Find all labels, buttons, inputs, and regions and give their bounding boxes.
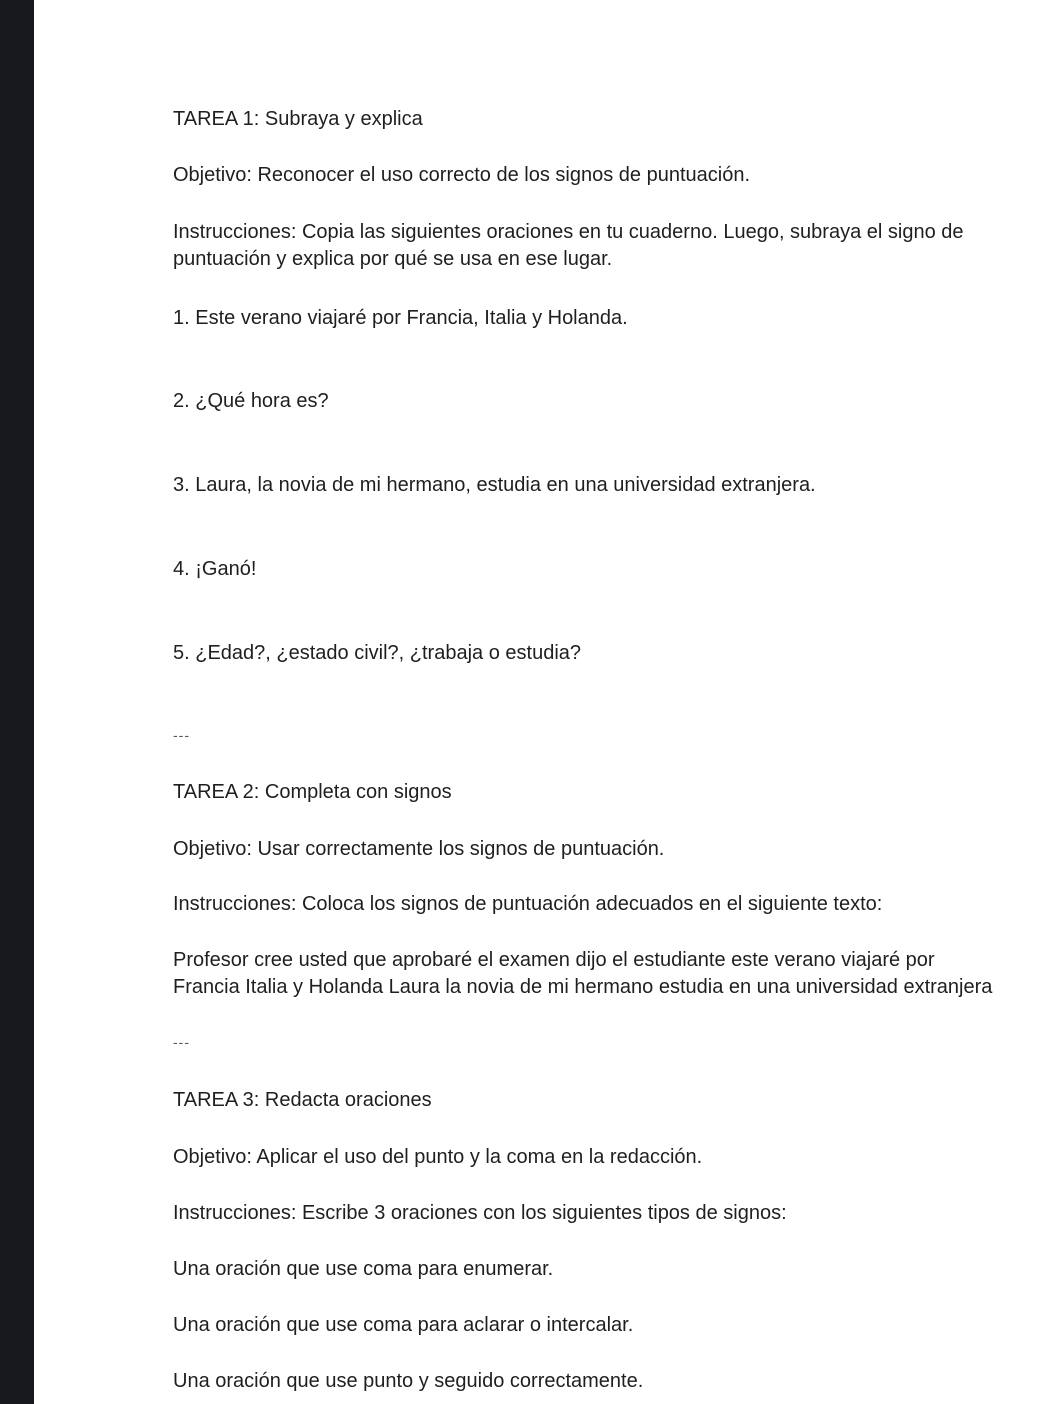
left-dark-bar bbox=[0, 0, 34, 1404]
tarea1-item-3: 3. Laura, la novia de mi hermano, estudia en una universidad extranjera. bbox=[173, 474, 816, 496]
separator-2: --- bbox=[173, 1034, 190, 1050]
tarea3-instructions: Instrucciones: Escribe 3 oraciones con los siguientes tipos de signos: bbox=[173, 1202, 787, 1224]
tarea3-item-2: Una oración que use coma para aclarar o intercalar. bbox=[173, 1314, 634, 1336]
tarea2-title: TAREA 2: Completa con signos bbox=[173, 781, 452, 803]
tarea2-objective: Objetivo: Usar correctamente los signos de puntuación. bbox=[173, 838, 665, 860]
tarea1-item-2: 2. ¿Qué hora es? bbox=[173, 390, 329, 412]
tarea3-item-1: Una oración que use coma para enumerar. bbox=[173, 1258, 554, 1280]
tarea1-item-1: 1. Este verano viajaré por Francia, Italia y Holanda. bbox=[173, 307, 628, 329]
tarea2-text-line1: Profesor cree usted que aprobaré el examen dijo el estudiante este verano viajaré por bbox=[173, 949, 935, 971]
tarea1-item-4: 4. ¡Ganó! bbox=[173, 558, 257, 580]
tarea1-item-5: 5. ¿Edad?, ¿estado civil?, ¿trabaja o estudia? bbox=[173, 642, 582, 664]
tarea3-item-3: Una oración que use punto y seguido correctamente. bbox=[173, 1370, 644, 1392]
tarea3-objective: Objetivo: Aplicar el uso del punto y la coma en la redacción. bbox=[173, 1146, 703, 1168]
tarea2-text-line2: Francia Italia y Holanda Laura la novia de mi hermano estudia en una universidad extranjera bbox=[173, 976, 993, 998]
tarea3-title: TAREA 3: Redacta oraciones bbox=[173, 1089, 432, 1111]
document-page bbox=[34, 0, 1056, 1404]
tarea1-objective: Objetivo: Reconocer el uso correcto de los signos de puntuación. bbox=[173, 164, 751, 186]
tarea2-instructions: Instrucciones: Coloca los signos de puntuación adecuados en el siguiente texto: bbox=[173, 893, 883, 915]
tarea1-title: TAREA 1: Subraya y explica bbox=[173, 108, 423, 130]
tarea1-instructions-line2: puntuación y explica por qué se usa en ese lugar. bbox=[173, 248, 613, 270]
separator-1: --- bbox=[173, 727, 190, 743]
tarea1-instructions-line1: Instrucciones: Copia las siguientes oraciones en tu cuaderno. Luego, subraya el signo de bbox=[173, 221, 964, 243]
